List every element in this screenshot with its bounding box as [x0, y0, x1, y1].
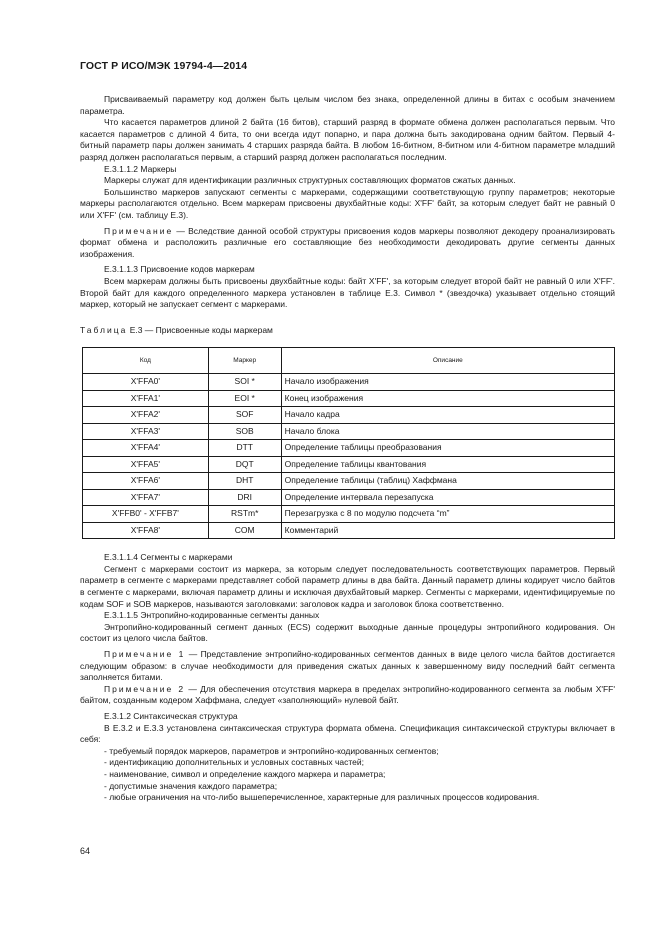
cell-marker: EOI *	[208, 390, 281, 407]
section-heading: Е.3.1.1.2 Маркеры	[104, 163, 177, 174]
note-label: Примечание 1	[104, 649, 186, 660]
table-row	[83, 407, 615, 424]
note-text: — Для обеспечения отсутствия маркера в пределах энтропийно-кодированного сегмента за любым X'FF' байтом, созданным кодером Хаффмана, следует «заполняющий» нулевой байт.	[80, 683, 615, 706]
table-row	[83, 456, 615, 473]
table-row	[83, 440, 615, 457]
paragraph: Сегмент с маркерами состоит из маркера, за которым следует последовательность соответствующих параметров. Первый параметр в сегменте с маркерами представляет собой параметр длины в два байта. Данный параметр длины кодирует число байтов в сегменте с маркерами, включая параметр длины и исключая двухбайтовый маркер. Сегменты с маркерами, идентифицируемые по кодам SOF и SOB маркеров, называются заголовками: заголовок кадра и заголовок блока соответственно.	[80, 563, 615, 609]
cell-code: X'FFA0'	[83, 374, 209, 391]
list-item: - любые ограничения на что-либо вышеперечисленное, характерные для различных процессов кодирования.	[104, 792, 540, 803]
cell-code: X'FFA5'	[83, 456, 209, 473]
cell-marker: SOI *	[208, 374, 281, 391]
list-item: - наименование, символ и определение каждого маркера и параметра;	[104, 768, 386, 779]
table-row	[83, 423, 615, 440]
note-label: Примечание	[104, 225, 174, 236]
cell-description: Комментарий	[281, 522, 614, 539]
cell-description: Начало блока	[281, 423, 614, 440]
cell-marker: DHT	[208, 473, 281, 490]
markers-table	[82, 347, 615, 539]
cell-code: X'FFA6'	[83, 473, 209, 490]
cell-code: X'FFA4'	[83, 440, 209, 457]
caption-label: Таблица	[80, 324, 128, 335]
table-row	[83, 522, 615, 539]
cell-marker: DTT	[208, 440, 281, 457]
caption-text: Е.3 — Присвоенные коды маркерам	[127, 324, 273, 335]
cell-code: X'FFA2'	[83, 407, 209, 424]
note-text: — Представление энтропийно-кодированных сегментов данных в виде целого числа байтов достигается следующим образом: в случае необходимости для приведения сжатых данных к завершенному виду последний байт сегмента заполняется битами.	[80, 649, 615, 683]
paragraph: Всем маркерам должны быть присвоены двухбайтные коды: байт X'FF', за которым следует второй байт не равный 0 или X'FF'. Второй байт для каждого определенного маркера установлен в таблице Е.3. Символ * (звездочка) указывает отдельно стоящий маркер, который не запускает сегмент с маркерами.	[80, 275, 615, 310]
cell-description: Определение таблицы квантования	[281, 456, 614, 473]
cell-code: X'FFA3'	[83, 423, 209, 440]
header-marker: Маркер	[208, 348, 281, 374]
paragraph: Энтропийно-кодированный сегмент данных (ECS) содержит выходные данные процедуры энтропийного кодирования. Он состоит из целого числа байтов.	[80, 621, 615, 644]
table-row	[83, 506, 615, 523]
list-item: - допустимые значения каждого параметра;	[104, 780, 278, 791]
table-caption	[80, 325, 615, 337]
section-heading: Е.3.1.2 Синтаксическая структура	[104, 711, 238, 721]
cell-marker: DQT	[208, 456, 281, 473]
paragraph: Присваиваемый параметру код должен быть целым числом без знака, определенной длины в битах с особым значением параметра.	[80, 94, 615, 116]
header-code: Код	[83, 348, 209, 374]
cell-code: X'FFA8'	[83, 522, 209, 539]
note-text: — Вследствие данной особой структуры присвоения кодов маркеры позволяют декодеру проанализировать формат обмена и расположить различные его составляющие без необходимости декодировать другие сегменты данных изображения.	[80, 225, 615, 259]
page-content	[80, 94, 615, 804]
paragraph: Что касается параметров длиной 2 байта (16 битов), старший разряд в формате обмена должен располагаться первым. Что касается параметров с длиной 4 бита, то они всегда идут попарно, и пара должна быть закодирована одним байтом. Первый 4-битный параметр пары должен занимать 4 старших разряда байта. В любом 16-битном, 8-битном или 4-битном параметре младший разряд должен располагаться первым, а старший разряд должен располагаться последним.	[80, 117, 615, 162]
header-description: Описание	[281, 348, 614, 374]
cell-code: X'FFB0' - X'FFB7'	[83, 506, 209, 523]
table-row	[83, 390, 615, 407]
cell-marker: SOB	[208, 423, 281, 440]
table-row	[83, 489, 615, 506]
table-header-row	[83, 348, 615, 374]
cell-marker: DRI	[208, 489, 281, 506]
cell-description: Определение таблицы преобразования	[281, 440, 614, 457]
paragraph: Большинство маркеров запускают сегменты с маркерами, содержащими соответствующую группу параметров; некоторые маркеры располагаются отдельно. Всем маркерам присвоены двухбайтные коды: X'FF' байт, за которым следует байт не равный 0 или X'FF' (см. таблицу Е.3).	[80, 186, 615, 220]
table-row	[83, 473, 615, 490]
cell-code: X'FFA7'	[83, 489, 209, 506]
cell-description: Перезагрузка с 8 по модулю подсчета “m”	[281, 506, 614, 523]
section-heading: Е.3.1.1.4 Сегменты с маркерами	[104, 552, 233, 563]
paragraph: Маркеры служат для идентификации различных структурных составляющих форматов сжатых данных.	[104, 175, 516, 186]
cell-description: Начало изображения	[281, 374, 614, 391]
list-item: - идентификацию дополнительных и условных составных частей;	[104, 757, 365, 768]
note	[80, 684, 615, 707]
cell-marker: RSTm*	[208, 506, 281, 523]
cell-description: Начало кадра	[281, 407, 614, 424]
document-header: ГОСТ Р ИСО/МЭК 19794-4—2014	[80, 60, 248, 72]
cell-code: X'FFA1'	[83, 390, 209, 407]
cell-description: Определение интервала перезапуска	[281, 489, 614, 506]
section-heading: Е.3.1.1.3 Присвоение кодов маркерам	[104, 264, 255, 275]
page-number: 64	[80, 846, 91, 856]
cell-description: Определение таблицы (таблиц) Хаффмана	[281, 473, 614, 490]
note	[80, 226, 615, 261]
list-item: - требуемый порядок маркеров, параметров и энтропийно-кодированных сегментов;	[104, 745, 439, 756]
section-heading: Е.3.1.1.5 Энтропийно-кодированные сегменты данных	[104, 610, 320, 621]
table-row	[83, 374, 615, 391]
cell-description: Конец изображения	[281, 390, 614, 407]
cell-marker: SOF	[208, 407, 281, 424]
paragraph: В Е.3.2 и Е.3.3 установлена синтаксическая структура формата обмена. Спецификация синтаксической структуры включает в себя:	[80, 722, 615, 745]
cell-marker: COM	[208, 522, 281, 539]
note	[80, 649, 615, 684]
note-label: Примечание 2	[104, 683, 186, 694]
